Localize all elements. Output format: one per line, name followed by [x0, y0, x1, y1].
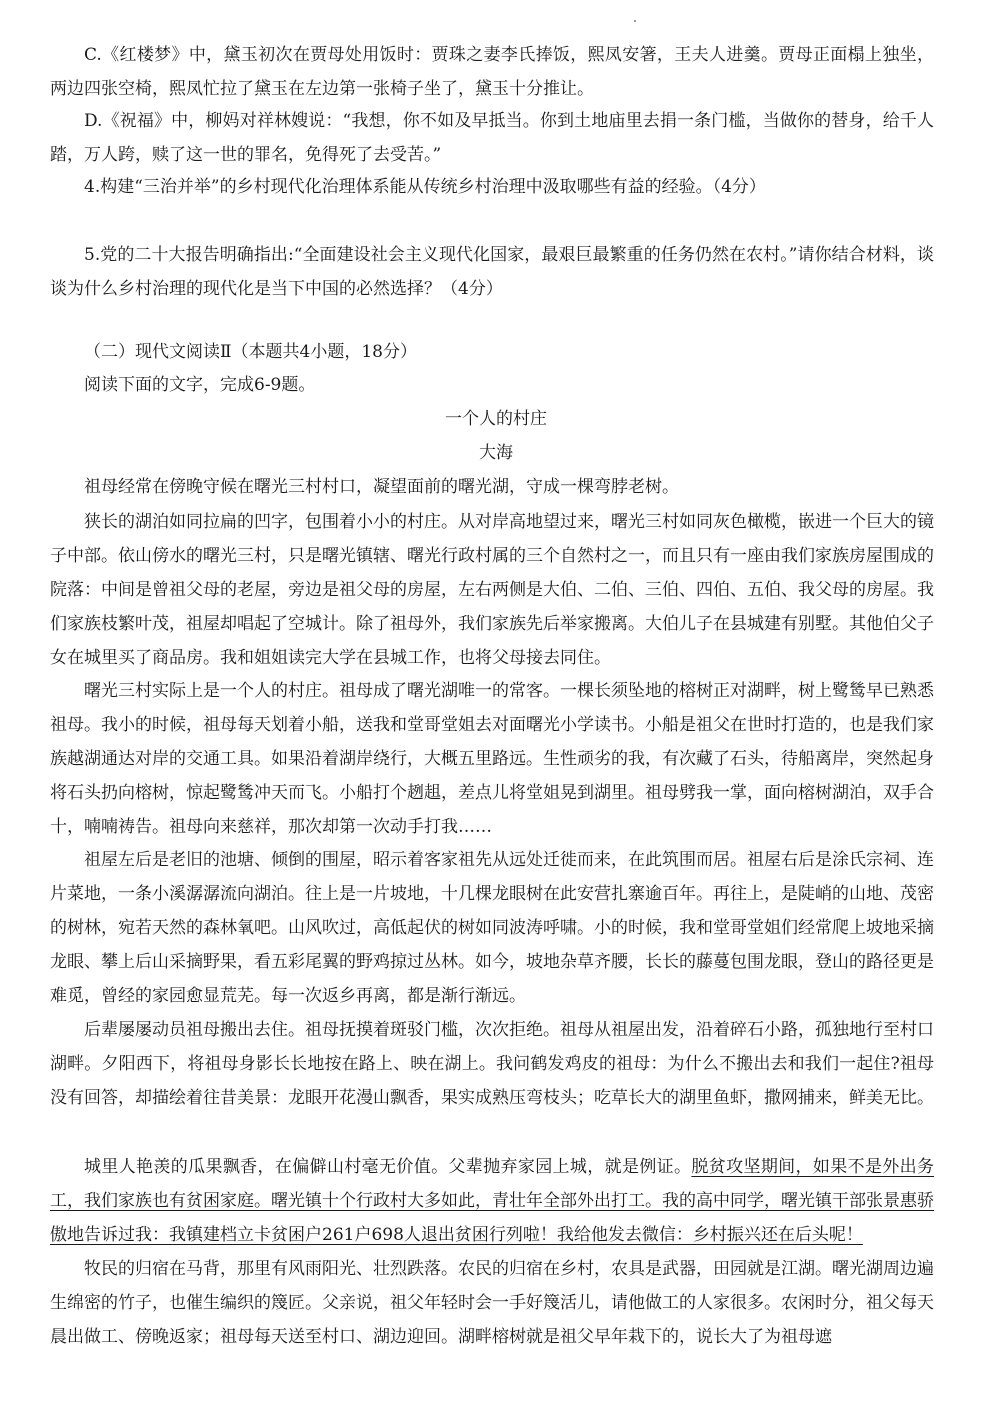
article-paragraph-1: 祖母经常在傍晚守候在曙光三村村口，凝望面前的曙光湖，守成一棵弯脖老树。 — [84, 477, 679, 497]
scan-speck — [634, 20, 636, 22]
article-paragraph-4: 祖屋左后是老旧的池塘、倾倒的围屋，昭示着客家祖先从远处迁徙而来，在此筑围而居。祖屋右后是涂氏宗祠、连片菜地，一条小溪潺潺流向湖泊。往上是一片坡地，十几棵龙眼树在此安营扎寨逾百年。再往上，是陡峭的山地、茂密的树林，宛若天然的森林氧吧。山风吹过，高低起伏的树如同波涛呼啸。小的时候，我和堂哥堂姐们经常爬上坡地采摘龙眼、攀上后山采摘野果，看五彩尾翼的野鸡掠过丛林。如今，坡地杂草齐腰，长长的藤蔓包围龙眼，登山的路径更是难觅，曾经的家园愈显荒芜。每一次返乡再离，都是渐行渐远。 — [50, 850, 934, 1006]
option-c: C.《红楼梦》中，黛玉初次在贾母处用饭时：贾珠之妻李氏捧饭，熙凤安箸，王夫人进羹。贾母正面榻上独坐，两边四张空椅，熙凤忙拉了黛玉在左边第一张椅子坐了，黛玉十分推让。 — [50, 45, 934, 99]
article-paragraph-3: 曙光三村实际上是一个人的村庄。祖母成了曙光湖唯一的常客。一棵长须坠地的榕树正对湖畔，树上鹭鸶早已熟悉祖母。我小的时候，祖母每天划着小船，送我和堂哥堂姐去对面曙光小学读书。小船是祖父在世时打造的，也是我们家族越湖通达对岸的交通工具。如果沿着湖岸绕行，大概五里路远。生性顽劣的我，有次藏了石头，待船离岸，突然起身将石头扔向榕树，惊起鹭鸶冲天而飞。小船打个趔趄，差点儿将堂姐晃到湖里。祖母劈我一掌，面向榕树湖泊，双手合十，喃喃祷告。祖母向来慈祥，那次却第一次动手打我…… — [50, 681, 934, 837]
paragraph-6-plain-text: 城里人艳羡的瓜果飘香，在偏僻山村毫无价值。父辈抛弃家园上城，就是例证。 — [84, 1157, 692, 1177]
section-heading: （二）现代文阅读Ⅱ（本题共4小题，18分） — [84, 342, 418, 362]
article-paragraph-5: 后辈屡屡动员祖母搬出去住。祖母抚摸着斑驳门槛，次次拒绝。祖母从祖屋出发，沿着碎石小路，孤独地行至村口湖畔。夕阳西下，将祖母身影长长地按在路上、映在湖上。我问鹤发鸡皮的祖母：为什么不搬出去和我们一起住?祖母没有回答，却描绘着往昔美景：龙眼开花漫山飘香，果实成熟压弯枝头；吃草长大的湖里鱼虾，撒网捕来，鲜美无比。 — [50, 1020, 934, 1108]
article-title: 一个人的村庄 — [445, 409, 547, 429]
article-paragraph-7: 牧民的归宿在马背，那里有风雨阳光、壮烈跌落。农民的归宿在乡村，农具是武器，田园就是江湖。曙光湖周边遍生绵密的竹子，也催生编织的篾匠。父亲说，祖父年轻时会一手好篾活儿，请他做工的人家很多。农闲时分，祖父每天晨出做工、傍晚返家；祖母每天送至村口、湖边迎回。湖畔榕树就是祖父早年栽下的，说长大了为祖母遮 — [50, 1259, 934, 1347]
option-d: D.《祝福》中，柳妈对祥林嫂说：“我想，你不如及早抵当。你到土地庙里去捐一条门槛，当做你的替身，给千人踏，万人跨，赎了这一世的罪名，免得死了去受苦。” — [50, 111, 934, 165]
question-5: 5.党的二十大报告明确指出:“全面建设社会主义现代化国家，最艰巨最繁重的任务仍然在农村。”请你结合材料，谈谈为什么乡村治理的现代化是当下中国的必然选择？（4分） — [50, 245, 934, 299]
section-instruction: 阅读下面的文字，完成6-9题。 — [84, 375, 316, 395]
question-4: 4.构建“三治并举”的乡村现代化治理体系能从传统乡村治理中汲取哪些有益的经验。（4分） — [84, 177, 766, 197]
paragraph-6-underlined-text: 脱贫攻坚期间，如果不是外出务工，我们家族也有贫困家庭。曙光镇十个行政村大多如此，青壮年全部外出打工。我的高中同学，曙光镇干部张景惠骄傲地告诉过我：我镇建档立卡贫困户261户698人退出贫困行列啦！我给他发去微信：乡村振兴还在后头呢！ — [50, 1157, 935, 1245]
article-paragraph-2: 狭长的湖泊如同拉扁的凹字，包围着小小的村庄。从对岸高地望过来，曙光三村如同灰色橄榄，嵌进一个巨大的镜子中部。依山傍水的曙光三村，只是曙光镇辖、曙光行政村属的三个自然村之一，而且只有一座由我们家族房屋围成的院落：中间是曾祖父母的老屋，旁边是祖父母的房屋，左右两侧是大伯、二伯、三伯、四伯、五伯、我父母的房屋。我们家族枝繁叶茂，祖屋却唱起了空城计。除了祖母外，我们家族先后举家搬离。大伯儿子在县城建有别墅。其他伯父子女在城里买了商品房。我和姐姐读完大学在县城工作，也将父母接去同住。 — [50, 512, 934, 668]
article-author: 大海 — [479, 443, 513, 463]
article-paragraph-6 — [50, 1150, 934, 1252]
